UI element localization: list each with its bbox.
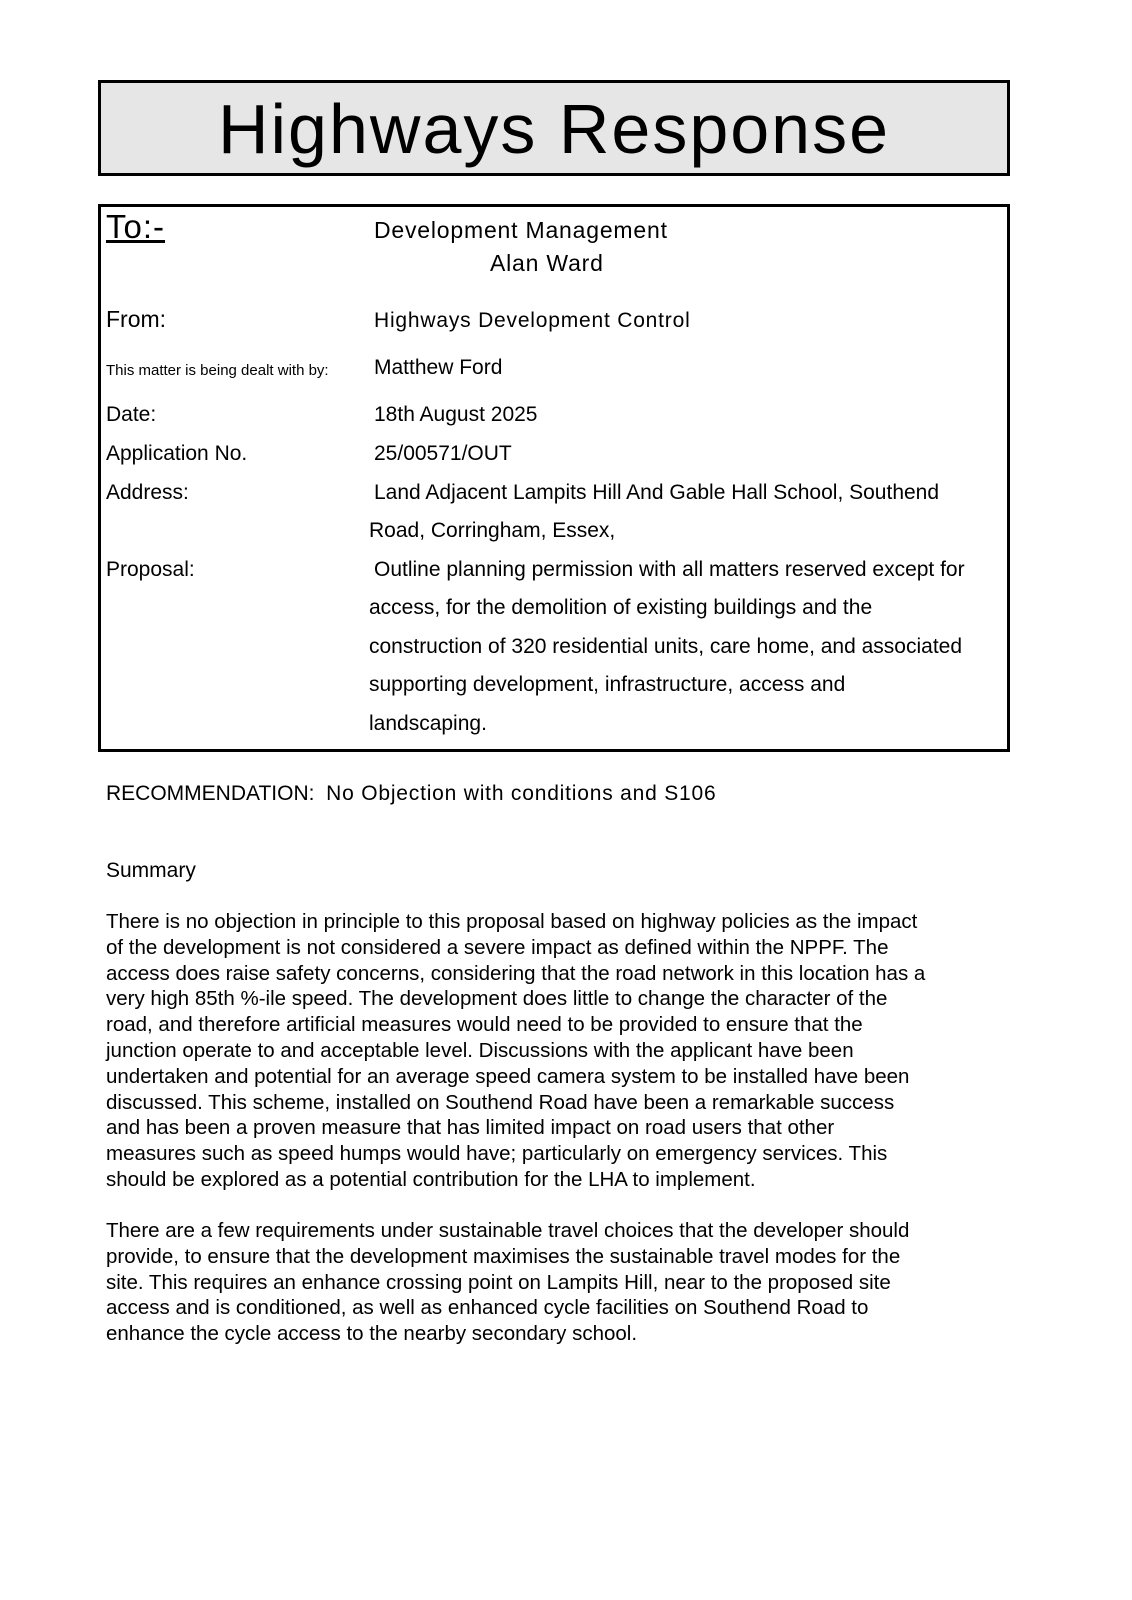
- proposal-line: landscaping.: [369, 712, 487, 735]
- proposal-line: Outline planning permission with all matters reserved except for: [374, 558, 965, 581]
- text-line: site. This requires an enhance crossing point on Lampits Hill, near to the proposed site: [106, 1270, 891, 1294]
- to-line-1: Development Management: [374, 217, 668, 243]
- to-label: To:-: [106, 208, 166, 245]
- from-value: Highways Development Control: [374, 309, 691, 332]
- address-line-2: Road, Corringham, Essex,: [369, 519, 616, 542]
- text-line: very high 85th %-ile speed. The development does little to change the character of the: [106, 987, 888, 1011]
- text-line: access does raise safety concerns, considering that the road network in this location has a: [106, 961, 926, 985]
- dealt-label: This matter is being dealt with by:: [106, 362, 329, 379]
- address-line-1: Land Adjacent Lampits Hill And Gable Hall School, Southend: [374, 481, 940, 504]
- title-box: [98, 80, 1010, 176]
- proposal-line: construction of 320 residential units, care home, and associated: [369, 635, 963, 658]
- text-line: There are a few requirements under sustainable travel choices that the developer should: [106, 1219, 910, 1242]
- proposal-line: supporting development, infrastructure, access and: [369, 673, 846, 696]
- text-line: junction operate to and acceptable level. Discussions with the applicant have been: [106, 1038, 854, 1062]
- recommendation: [106, 782, 716, 806]
- application-value: 25/00571/OUT: [374, 442, 512, 465]
- application-label: Application No.: [106, 442, 248, 465]
- from-label: From:: [106, 306, 167, 332]
- text-line: undertaken and potential for an average speed camera system to be installed have been: [106, 1064, 910, 1088]
- text-line: should be explored as a potential contribution for the LHA to implement.: [106, 1167, 756, 1191]
- dealt-value: Matthew Ford: [374, 356, 503, 379]
- text-line: access and is conditioned, as well as enhanced cycle facilities on Southend Road to: [106, 1296, 869, 1320]
- summary-paragraph-1: [106, 909, 925, 1193]
- date-value: 18th August 2025: [374, 403, 538, 426]
- text-line: There is no objection in principle to this proposal based on highway policies as the impact: [106, 910, 918, 933]
- text-line: of the development is not considered a severe impact as defined within the NPPF. The: [106, 935, 889, 959]
- recommendation-label: RECOMMENDATION:: [106, 782, 315, 805]
- date-label: Date:: [106, 403, 157, 426]
- recommendation-value: No Objection with conditions and S106: [326, 782, 717, 805]
- to-line-2: Alan Ward: [490, 250, 604, 276]
- summary-heading: Summary: [106, 859, 196, 882]
- summary-paragraph-2: [106, 1218, 909, 1347]
- header-info-box: [98, 204, 1010, 752]
- address-label: Address:: [106, 481, 189, 504]
- page-title: Highways Response: [217, 90, 891, 168]
- proposal-label: Proposal:: [106, 558, 195, 581]
- text-line: and has been a proven measure that has limited impact on road users that other: [106, 1116, 835, 1140]
- text-line: measures such as speed humps would have; particularly on emergency services. This: [106, 1142, 888, 1166]
- text-line: discussed. This scheme, installed on Southend Road have been a remarkable success: [106, 1090, 895, 1114]
- proposal-line: access, for the demolition of existing buildings and the: [369, 596, 873, 619]
- text-line: enhance the cycle access to the nearby secondary school.: [106, 1322, 638, 1346]
- text-line: road, and therefore artificial measures would need to be provided to ensure that the: [106, 1013, 863, 1037]
- text-line: provide, to ensure that the development maximises the sustainable travel modes for the: [106, 1244, 901, 1268]
